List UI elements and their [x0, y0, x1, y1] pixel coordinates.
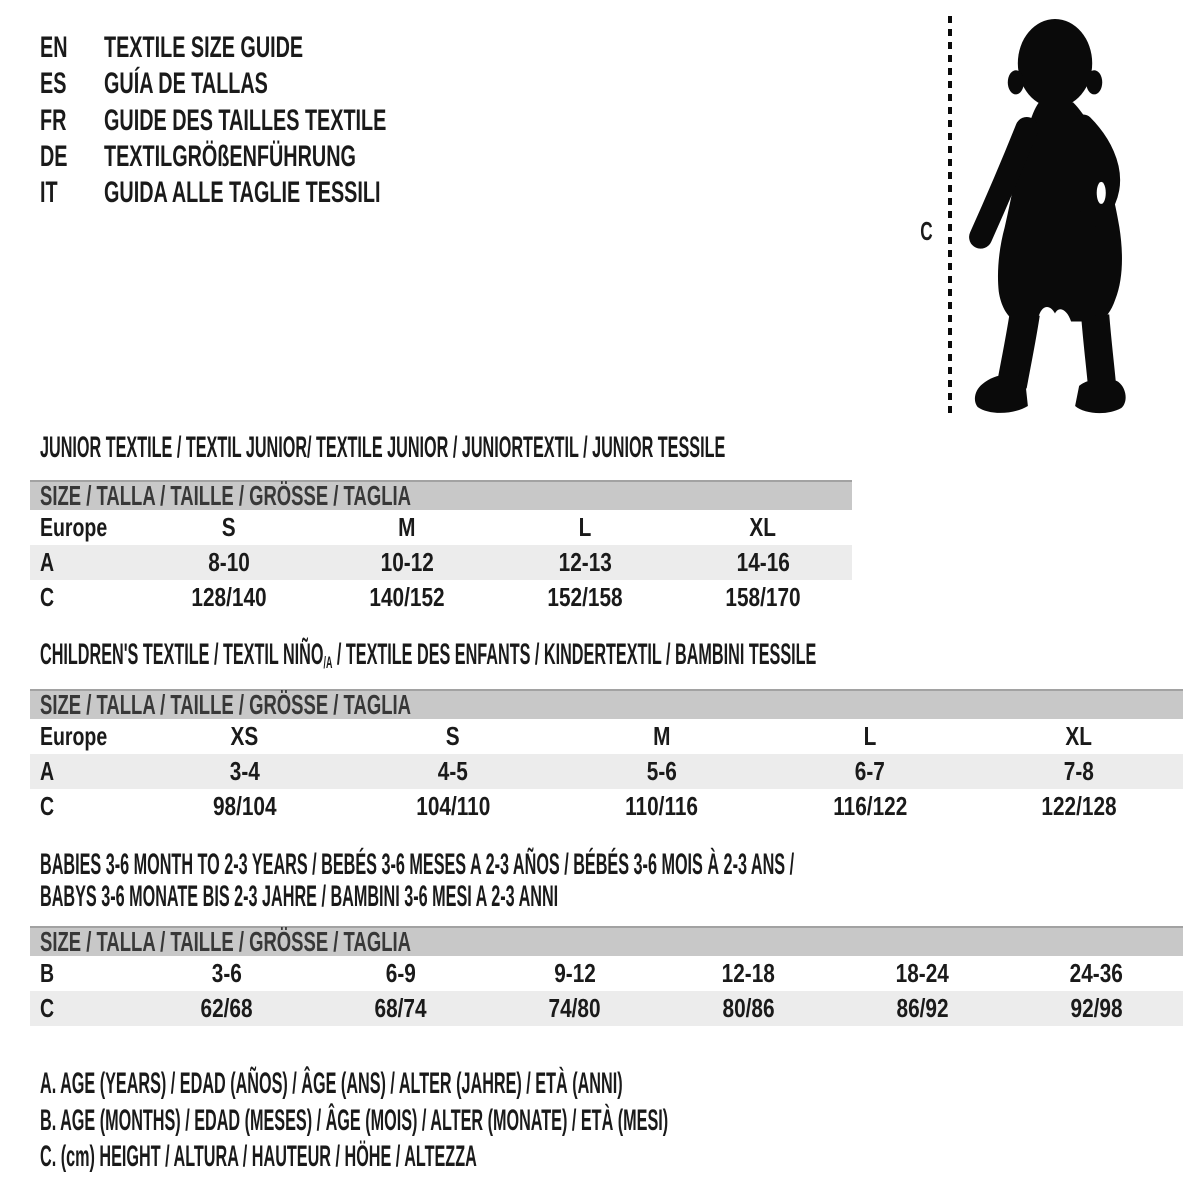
size-cell: M [398, 512, 416, 542]
age-cell: 10-12 [380, 547, 434, 577]
size-header-row: SIZE / TALLA / TAILLE / GRÖSSE / TAGLIA [30, 926, 1183, 956]
toddler-silhouette [966, 16, 1140, 418]
language-title-list [40, 30, 532, 211]
table-row-age-months [30, 956, 1183, 991]
junior-size-table [30, 480, 852, 615]
row-label: Europe [40, 721, 108, 751]
language-code: IT [40, 176, 58, 210]
language-row-de [40, 139, 532, 175]
size-header-row: SIZE / TALLA / TAILLE / GRÖSSE / TAGLIA [30, 480, 852, 510]
guide-title-es: GUÍA DE TALLAS [104, 67, 268, 101]
row-label: Europe [40, 512, 108, 542]
note-age-months: B. AGE (MONTHS) / EDAD (MESES) / ÂGE (MOIS) / ALTER (MONATE) / ETÀ (MESI) [40, 1103, 669, 1137]
table-row-height-cm [30, 789, 1183, 824]
size-cell: L [578, 512, 592, 542]
section-title-babies-line1: BABIES 3-6 MONTH TO 2-3 YEARS / BEBÉS 3-6 MESES A 2-3 AÑOS / BÉBÉS 3-6 MOIS À 2-3 ANS / [40, 848, 795, 881]
title-subscript: /A [323, 654, 333, 673]
size-cell: XL [749, 512, 777, 542]
table-row-age-years [30, 545, 852, 580]
legend-notes [40, 1066, 1200, 1176]
height-cell: 92/98 [1070, 993, 1123, 1023]
age-cell: 6-9 [385, 958, 416, 988]
row-label: C [40, 993, 55, 1023]
age-cell: 4-5 [437, 756, 468, 786]
table-row-europe [30, 510, 852, 545]
height-cell: 62/68 [200, 993, 253, 1023]
note-height-cm: C. (cm) HEIGHT / ALTURA / HAUTEUR / HÖHE / ALTEZZA [40, 1140, 477, 1174]
language-code: FR [40, 103, 67, 137]
age-cell: 3-4 [229, 756, 260, 786]
height-cell: 158/170 [725, 582, 801, 612]
guide-title-fr: GUIDE DES TAILLES TEXTILE [104, 103, 387, 137]
row-label: A [40, 547, 55, 577]
height-cell: 80/86 [722, 993, 775, 1023]
table-row-age-years [30, 754, 1183, 789]
table-row-europe [30, 719, 1183, 754]
section-title-children: CHILDREN'S TEXTILE / TEXTIL $NIÑO_{/A}$ / TEXTILE DES ENFANTS / KINDERTEXTIL / BAMBINI TESSILE [40, 638, 817, 673]
note-age-years: A. AGE (YEARS) / EDAD (AÑOS) / ÂGE (ANS) / ALTER (JAHRE) / ETÀ (ANNI) [40, 1067, 623, 1101]
row-label: C [40, 582, 55, 612]
age-cell: 3-6 [211, 958, 242, 988]
height-cell: 98/104 [212, 791, 277, 821]
height-cell: 128/140 [191, 582, 267, 612]
age-cell: 18-24 [895, 958, 949, 988]
height-cell: 122/128 [1041, 791, 1117, 821]
size-cell: M [652, 721, 671, 751]
size-cell: XS [230, 721, 259, 751]
language-code: DE [40, 140, 68, 174]
language-code: EN [40, 31, 68, 65]
height-cell: 110/116 [625, 791, 698, 821]
height-cell: 140/152 [369, 582, 445, 612]
size-cell: S [445, 721, 460, 751]
guide-title-de: TEXTILGRÖßENFÜHRUNG [104, 140, 356, 174]
age-cell: 12-13 [558, 547, 612, 577]
row-label: B [40, 958, 55, 988]
age-cell: 24-36 [1069, 958, 1123, 988]
row-label: A [40, 756, 55, 786]
height-measure-label: C [919, 215, 933, 246]
guide-title-en: TEXTILE SIZE GUIDE [104, 31, 304, 65]
table-row-height-cm [30, 991, 1183, 1026]
height-cell: 152/158 [547, 582, 623, 612]
table-row-height-cm [30, 580, 852, 615]
size-header-row: SIZE / TALLA / TAILLE / GRÖSSE / TAGLIA [30, 689, 1183, 719]
age-cell: 9-12 [553, 958, 596, 988]
language-code: ES [40, 67, 67, 101]
height-cell: 68/74 [374, 993, 427, 1023]
height-cell: 104/110 [415, 791, 490, 821]
section-title-junior: JUNIOR TEXTILE / TEXTIL JUNIOR/ TEXTILE JUNIOR / JUNIORTEXTIL / JUNIOR TESSILE [40, 431, 726, 464]
height-measure-dashed-line [948, 16, 952, 416]
age-cell: 5-6 [646, 756, 677, 786]
size-cell: S [222, 512, 236, 542]
height-cell: 116/122 [833, 791, 908, 821]
row-label: C [40, 791, 55, 821]
size-cell: XL [1065, 721, 1092, 751]
language-row-en [40, 30, 532, 66]
height-cell: 74/80 [548, 993, 601, 1023]
size-cell: L [863, 721, 877, 751]
babies-size-table [30, 926, 1183, 1026]
age-cell: 8-10 [208, 547, 250, 577]
height-cell: 86/92 [896, 993, 949, 1023]
age-cell: 12-18 [721, 958, 775, 988]
guide-title-it: GUIDA ALLE TAGLIE TESSILI [104, 176, 381, 210]
language-row-es [40, 66, 532, 102]
age-cell: 6-7 [855, 756, 886, 786]
language-row-fr [40, 103, 532, 139]
age-cell: 14-16 [736, 547, 790, 577]
section-title-babies-line2: BABYS 3-6 MONATE BIS 2-3 JAHRE / BAMBINI 3-6 MESI A 2-3 ANNI [40, 880, 559, 913]
language-row-it [40, 175, 532, 211]
children-size-table [30, 689, 1183, 824]
age-cell: 7-8 [1063, 756, 1094, 786]
